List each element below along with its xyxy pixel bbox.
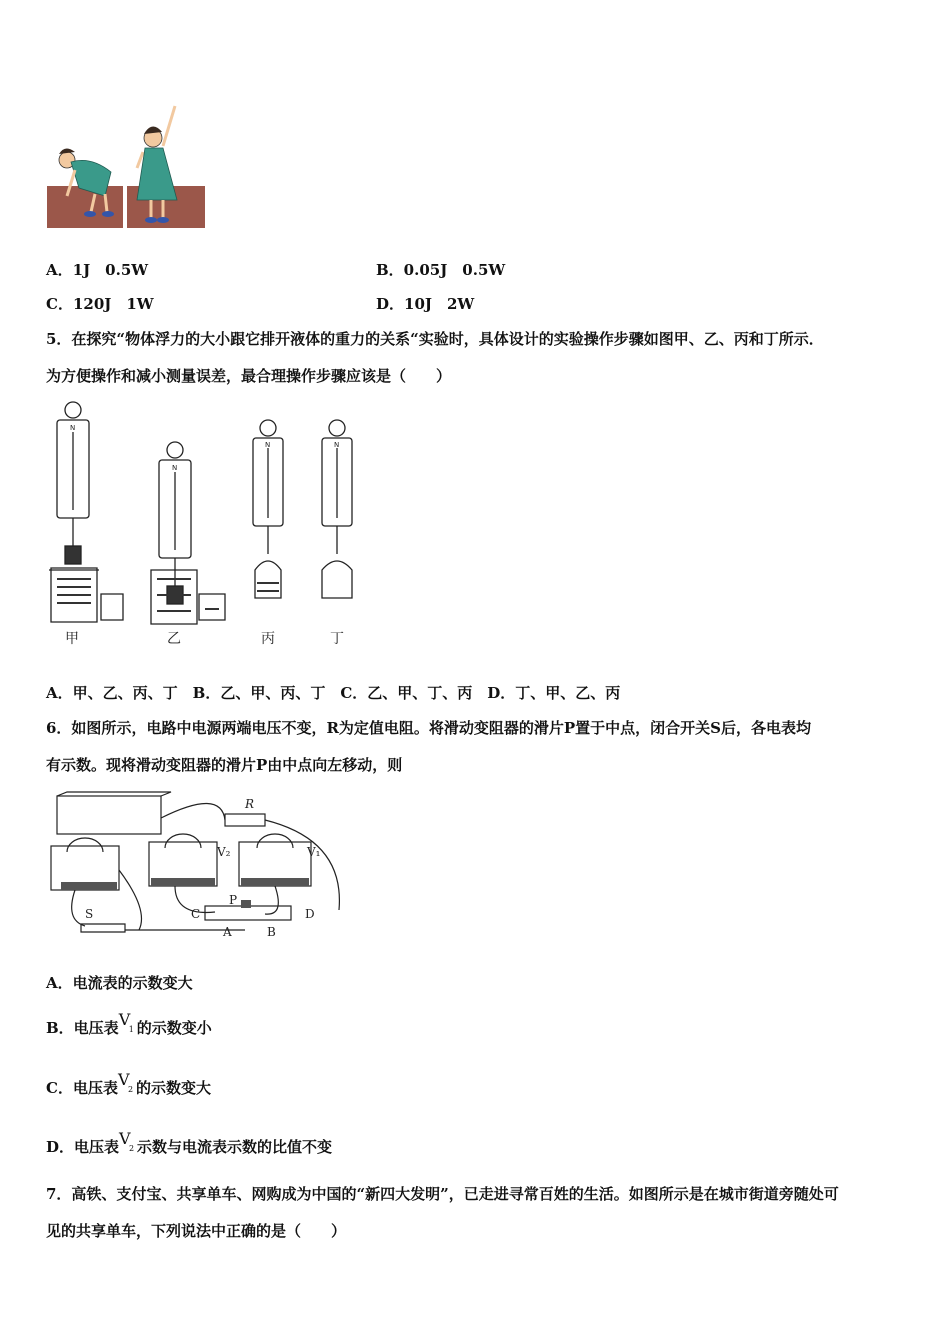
fig-label-jia: 甲: [65, 631, 79, 647]
fig-label-ding: 丁: [330, 631, 344, 647]
voltmeter-v1-symbol: [118, 1010, 137, 1034]
label-d: D: [305, 907, 315, 921]
q5-options: A．甲、乙、丙、丁 B．乙、甲、丙、丁 C．乙、甲、丁、丙 D．丁、甲、乙、丙: [46, 684, 621, 702]
q5-stem-line2: 为方便操作和减小测量误差，最合理操作步骤应该是（ ）: [46, 367, 452, 385]
label-a: A: [223, 925, 232, 939]
q4-option-c: C．120J 1W: [46, 295, 154, 313]
scale-unit-label-4: N: [334, 441, 340, 449]
v2-letter: V: [117, 1070, 130, 1089]
circuit-figure: [45, 790, 345, 948]
q6-option-b-post: 的示数变小: [136, 1019, 212, 1037]
q4-option-a: A．1J 0.5W: [46, 261, 149, 279]
q6-option-b-pre: B．电压表: [46, 1019, 119, 1037]
scale-unit-label-2: N: [172, 464, 178, 472]
label-b: B: [267, 925, 276, 939]
q6-option-d-pre: D．电压表: [46, 1138, 120, 1156]
v1-subscript: 1: [128, 1025, 134, 1034]
q6-option-c-pre: C．电压表: [46, 1079, 118, 1097]
q6-option-d: [46, 1129, 333, 1157]
label-c: C: [191, 907, 201, 921]
spring-scale-figure: [45, 398, 360, 653]
label-r: R: [245, 797, 255, 811]
q6-option-a: A．电流表的示数变大: [46, 974, 193, 992]
fig-label-yi: 乙: [167, 631, 181, 647]
q4-option-d: D．10J 2W: [376, 295, 475, 313]
voltmeter-v2-symbol: [117, 1070, 136, 1094]
q7-stem-line1: 7．高铁、支付宝、共享单车、网购成为中国的“新四大发明”，已走进寻常百姓的生活。如图所示是在城市街道旁随处可: [46, 1185, 839, 1203]
voltmeter-v2-symbol-d: [119, 1129, 137, 1153]
q6-option-c-post: 的示数变大: [135, 1079, 211, 1097]
fig-label-bing: 丙: [261, 631, 275, 647]
q6-option-c: [46, 1070, 211, 1098]
q6-option-b: [46, 1010, 212, 1038]
v1-letter: V: [118, 1010, 131, 1029]
v2-subscript: 2: [127, 1085, 134, 1094]
q7-stem-line2: 见的共享单车，下列说法中正确的是（ ）: [46, 1222, 347, 1240]
q6-stem-line2: 有示数。现将滑动变阻器的滑片P由中点向左移动，则: [46, 756, 403, 774]
label-p: P: [229, 893, 238, 907]
v2-letter-d: V: [119, 1129, 131, 1148]
q5-stem-line1: 5．在探究“物体浮力的大小跟它排开液体的重力的关系“实验时，具体设计的实验操作步骤如图甲、乙、丙和丁所示．: [46, 330, 824, 348]
label-v1: V₁: [307, 845, 321, 859]
v2-subscript-d: 2: [129, 1144, 135, 1153]
q6-option-d-post: 示数与电流表示数的比值不变: [137, 1138, 333, 1156]
scale-unit-label-1: N: [70, 424, 76, 432]
girls-lifting-figure: [45, 98, 210, 233]
scale-unit-label-3: N: [265, 441, 271, 449]
q4-option-b: B．0.05J 0.5W: [376, 261, 506, 279]
label-s: S: [85, 907, 94, 921]
q6-stem-line1: 6．如图所示，电路中电源两端电压不变，R为定值电阻。将滑动变阻器的滑片P置于中点，闭合开关S后，各电表均: [46, 719, 812, 737]
label-v2: V₂: [217, 845, 231, 859]
